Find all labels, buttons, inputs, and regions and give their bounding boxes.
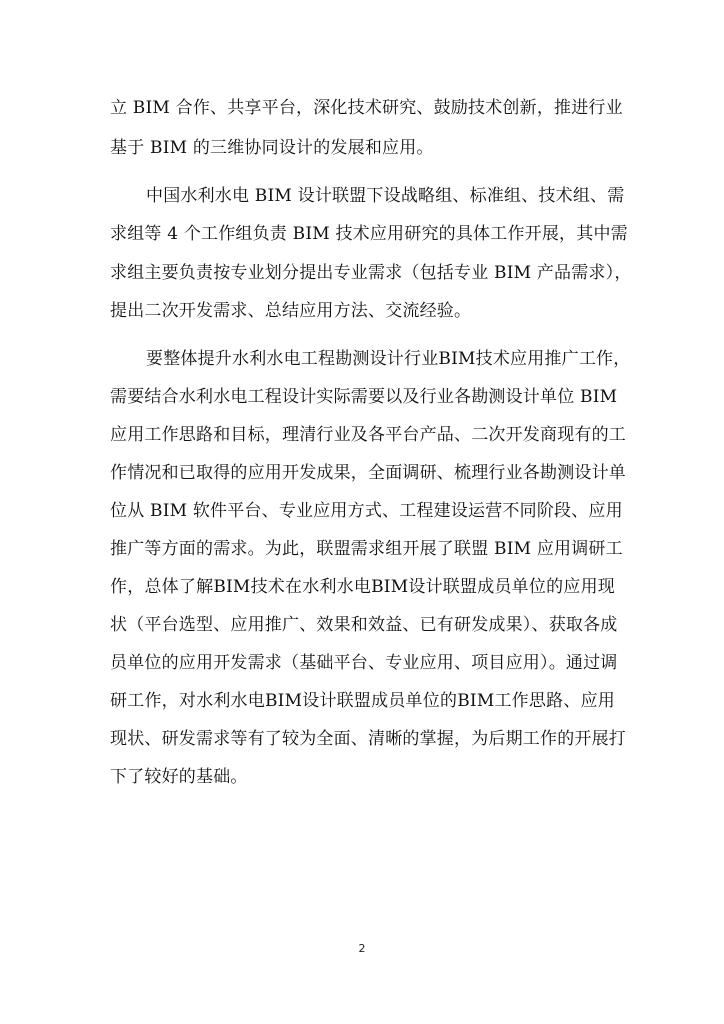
paragraph-3-line-10: 研工作，对水利水电BIM设计联盟成员单位的BIM工作思路、应用 (110, 691, 615, 711)
paragraph-2-line-3: 求组主要负责按专业划分提出专业需求（包括专业 BIM 产品需求）， (110, 263, 632, 283)
paragraph-3-line-11: 现状、研发需求等有了较为全面、清晰的掌握，为后期工作的开展打 (110, 729, 626, 749)
paragraph-3-line-9: 员单位的应用开发需求（基础平台、专业应用、项目应用）。通过调 (110, 653, 618, 673)
paragraph-3-line-12: 下了较好的基础。 (110, 767, 248, 787)
paragraph-2-line-2: 求组等 4 个工作组负责 BIM 技术应用研究的具体工作开展，其中需 (110, 224, 628, 244)
paragraph-3-line-5: 位从 BIM 软件平台、专业应用方式、工程建设运营不同阶段、应用 (110, 501, 623, 521)
paragraph-2-line-1: 中国水利水电 BIM 设计联盟下设战略组、标准组、技术组、需 (146, 186, 625, 206)
paragraph-3-line-2: 需要结合水利水电工程设计实际需要以及行业各勘测设计单位 BIM (110, 387, 618, 407)
page-number: 2 (358, 942, 366, 955)
paragraph-3-line-8: 状（平台选型、应用推广、效果和效益、已有研发成果）、获取各成 (110, 615, 618, 635)
paragraph-1-line-1: 立 BIM 合作、共享平台，深化技术研究、鼓励技术创新，推进行业 (110, 98, 623, 118)
paragraph-3-line-6: 推广等方面的需求。为此，联盟需求组开展了联盟 BIM 应用调研工 (110, 539, 623, 559)
paragraph-3-line-4: 作情况和已取得的应用开发成果，全面调研、梳理行业各勘测设计单 (110, 463, 626, 483)
paragraph-1-line-2: 基于 BIM 的三维协同设计的发展和应用。 (110, 138, 434, 158)
paragraph-3-line-3: 应用工作思路和目标，理清行业及各平台产品、二次开发商现有的工 (110, 425, 626, 445)
paragraph-3-line-1: 要整体提升水利水电工程勘测设计行业BIM技术应用推广工作， (146, 349, 631, 369)
paragraph-3-line-7: 作，总体了解BIM技术在水利水电BIM设计联盟成员单位的应用现 (110, 577, 615, 597)
paragraph-2-line-4: 提出二次开发需求、总结应用方法、交流经验。 (110, 301, 472, 321)
